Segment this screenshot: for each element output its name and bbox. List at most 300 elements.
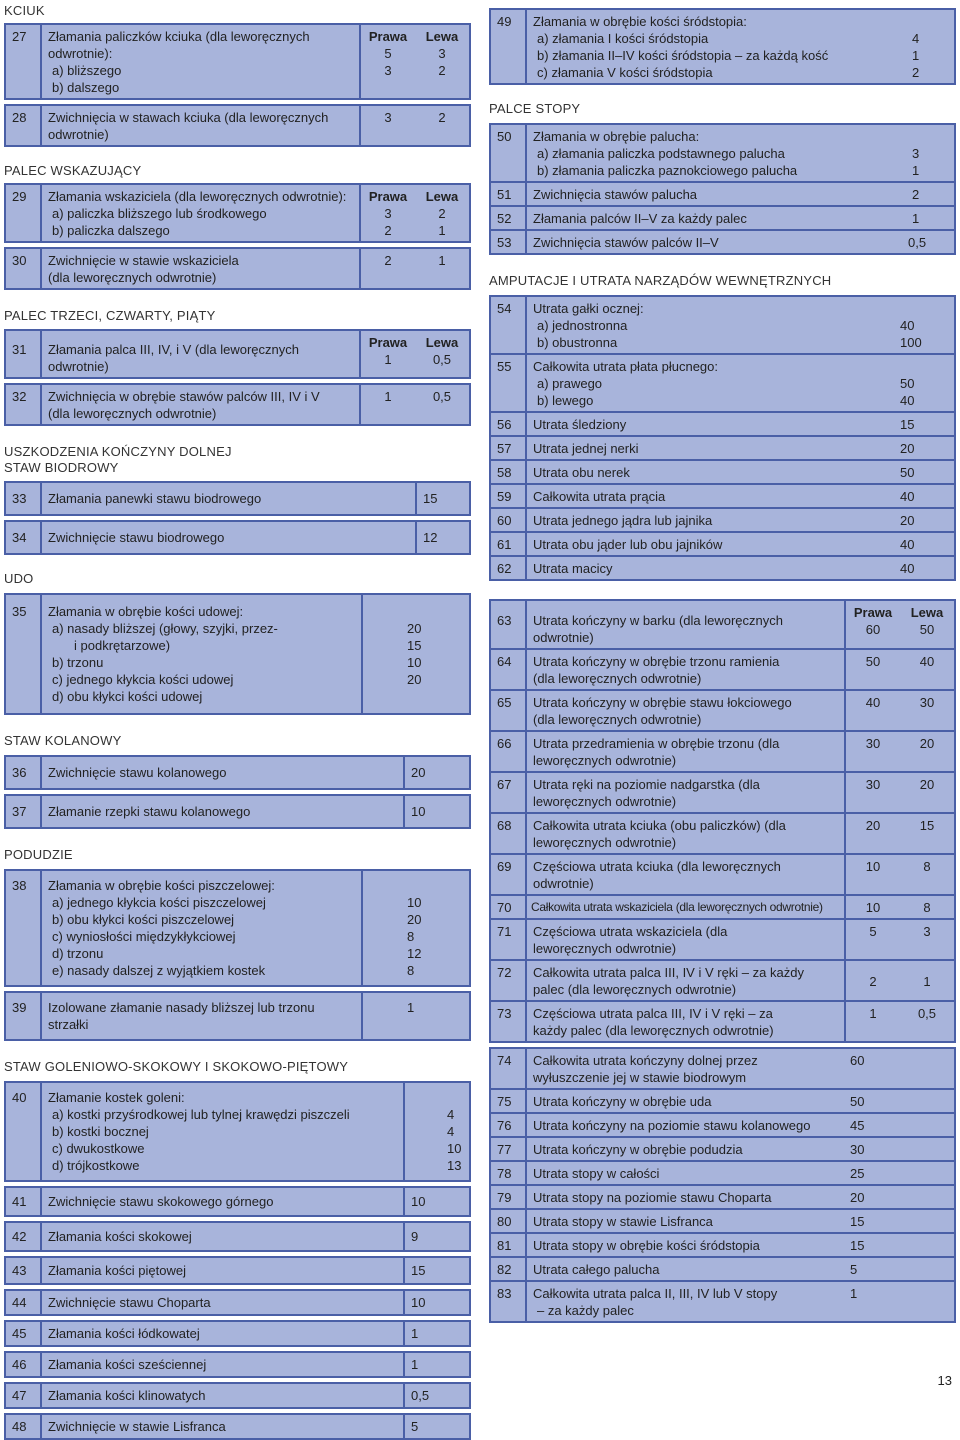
row-title: Zwichnięcia stawów palucha	[525, 181, 908, 205]
row-number: 29	[12, 189, 27, 204]
row-value: 13	[447, 1158, 462, 1173]
table-row-48	[6, 1415, 469, 1438]
table-row-74	[491, 1049, 954, 1088]
row-value: 10	[447, 1141, 462, 1156]
value-lewa: 1	[923, 973, 931, 989]
table-row-63	[491, 601, 954, 648]
row-number: 49	[497, 14, 512, 29]
row-value: 20	[407, 912, 422, 927]
table-row-72	[491, 959, 954, 1000]
row-title: Utrata obu nerek	[525, 459, 892, 483]
value-lewa: 2	[438, 206, 446, 221]
row-number: 50	[497, 129, 512, 144]
row-title: Utrata kończyny na poziomie stawu kolanowego	[525, 1112, 846, 1136]
row-number: 39	[12, 1000, 27, 1015]
header-lewa: Lewa	[425, 335, 459, 350]
table-row-50	[491, 125, 954, 181]
row-title: Zwichnięcia w obrębie stawów palców III, IV i V (dla leworęcznych odwrotnie)	[40, 385, 359, 424]
table-36	[4, 755, 471, 790]
table-kciuk	[4, 23, 471, 100]
table-row-41	[6, 1188, 469, 1215]
row-value: 10	[407, 895, 422, 910]
table-39	[4, 991, 471, 1041]
table-38	[4, 869, 471, 987]
row-title: Utrata gałki ocznej:	[533, 301, 644, 316]
row-sub-a2: i podkrętarzowe)	[74, 638, 171, 653]
row-sub-a: a) złamania paliczka podstawnego palucha	[537, 146, 785, 161]
header-prawa: Prawa	[368, 29, 408, 44]
table-row-38	[6, 871, 469, 985]
table-row-52	[491, 205, 954, 229]
row-title: Zwichnięcie stawu biodrowego	[40, 522, 415, 553]
row-number: 65	[491, 689, 525, 730]
row-value: 10	[403, 1188, 469, 1215]
row-title: Złamania paliczków kciuka (dla leworęcznych odwrotnie):	[48, 29, 310, 61]
row-value: 2	[908, 181, 954, 205]
table-row-56	[491, 411, 954, 435]
table-row-64	[491, 648, 954, 689]
row-value: 10	[403, 1291, 469, 1314]
table-row-54	[491, 297, 954, 353]
table-row-44	[6, 1291, 469, 1314]
row-title: Zwichnięcie stawu Choparta	[40, 1291, 403, 1314]
row-value: 12	[407, 946, 422, 961]
table-row-65	[491, 689, 954, 730]
value-prawa: 50	[865, 654, 881, 669]
row-value: 40	[892, 483, 954, 507]
row-number: 62	[491, 555, 525, 579]
row-title: Złamania kości klinowatych	[40, 1384, 403, 1407]
table-29	[4, 183, 471, 243]
row-value: 50	[900, 376, 915, 391]
table-33	[4, 481, 471, 516]
row-value: 15	[892, 411, 954, 435]
row-sub-a: a) złamania I kości śródstopia	[537, 31, 709, 46]
row-number: 52	[491, 205, 525, 229]
table-47	[4, 1382, 471, 1409]
row-value: 3	[912, 146, 920, 161]
row-title: Częściowa utrata palca III, IV i V ręki – za każdy palec (dla leworęcznych odwrotnie)	[525, 1000, 844, 1041]
table-34	[4, 520, 471, 555]
row-value: 4	[912, 31, 920, 46]
row-sub-b: b) paliczka dalszego	[52, 223, 170, 238]
table-row-28	[6, 106, 469, 145]
row-value: 15	[846, 1232, 954, 1256]
row-number: 82	[491, 1256, 525, 1280]
row-number: 34	[12, 530, 27, 545]
row-value: 40	[892, 555, 954, 579]
row-number: 42	[12, 1229, 27, 1244]
table-row-60	[491, 507, 954, 531]
table-row-80	[491, 1208, 954, 1232]
row-title: Złamania kości skokowej	[40, 1223, 403, 1250]
row-title: Złamania w obrębie palucha:	[533, 129, 700, 144]
row-number: 58	[491, 459, 525, 483]
row-title: Utrata macicy	[525, 555, 892, 579]
row-number: 64	[491, 648, 525, 689]
header-lewa: Lewa	[910, 605, 944, 620]
row-sub-b: b) trzonu	[52, 655, 104, 670]
row-value: 20	[407, 621, 422, 636]
section-header-amputacje: AMPUTACJE I UTRATA NARZĄDÓW WEWNĘTRZNYCH	[489, 273, 832, 288]
table-37	[4, 794, 471, 829]
row-number: 41	[12, 1194, 27, 1209]
table-row-42	[6, 1223, 469, 1250]
row-number: 28	[12, 110, 27, 125]
row-sub-b: b) obustronna	[537, 335, 618, 350]
row-sub-a: a) jednostronna	[537, 318, 628, 333]
row-value: 50	[892, 459, 954, 483]
value-prawa: 60	[865, 622, 881, 637]
value-prawa: 5	[384, 46, 392, 61]
row-number: 36	[12, 765, 27, 780]
value-lewa: 0,5	[432, 352, 452, 367]
row-number: 44	[12, 1295, 27, 1310]
row-sub-a: a) nasady bliższej (głowy, szyjki, przez-	[52, 621, 278, 636]
table-30	[4, 247, 471, 290]
table-row-68	[491, 812, 954, 853]
row-title: Utrata przedramienia w obrębie trzonu (dla leworęcznych odwrotnie)	[525, 730, 844, 771]
table-row-59	[491, 483, 954, 507]
row-title: Utrata jednego jądra lub jajnika	[525, 507, 892, 531]
row-number: 76	[491, 1112, 525, 1136]
row-number: 69	[491, 853, 525, 894]
row-value: 8	[407, 929, 415, 944]
row-title: Zwichnięcia w stawach kciuka (dla leworęcznych odwrotnie)	[40, 106, 359, 145]
table-43	[4, 1256, 471, 1285]
row-sub-a: a) bliższego	[52, 63, 122, 78]
row-number: 40	[12, 1090, 27, 1105]
value-prawa: 3	[384, 63, 392, 78]
row-value: 10	[403, 796, 469, 827]
row-number: 31	[12, 342, 27, 357]
row-number: 53	[491, 229, 525, 253]
row-value: 9	[403, 1223, 469, 1250]
section-header-staw-biodrowy: STAW BIODROWY	[4, 460, 119, 475]
value-prawa: 3	[384, 110, 392, 125]
row-title: Złamania w obrębie kości piszczelowej:	[48, 878, 275, 893]
header-lewa: Lewa	[425, 189, 459, 204]
row-value: 1	[361, 993, 469, 1039]
header-lewa: Lewa	[425, 29, 459, 44]
row-value: 20	[846, 1184, 954, 1208]
row-sub-a: a) prawego	[537, 376, 603, 391]
value-prawa: 1	[384, 389, 392, 404]
row-title: Całkowita utrata palca III, IV i V ręki – za każdy palec (dla leworęcznych odwrotnie)	[525, 959, 844, 1000]
value-prawa: 40	[865, 695, 881, 710]
row-number: 70	[491, 894, 525, 918]
table-row-57	[491, 435, 954, 459]
value-lewa: 15	[919, 818, 935, 833]
table-row-82	[491, 1256, 954, 1280]
value-lewa: 1	[438, 223, 446, 238]
row-title: Całkowita utrata kciuka (obu paliczków) (dla leworęcznych odwrotnie)	[525, 812, 844, 853]
value-prawa: 30	[865, 736, 881, 751]
row-value: 4	[447, 1107, 455, 1122]
row-value: 15	[403, 1258, 469, 1283]
table-row-35	[6, 595, 469, 713]
row-number: 27	[12, 29, 27, 44]
row-title: Zwichnięcia stawów palców II–V	[525, 229, 908, 253]
row-number: 56	[491, 411, 525, 435]
value-lewa: 0,5	[917, 1006, 937, 1021]
table-50	[489, 123, 956, 255]
value-lewa: 3	[923, 924, 931, 939]
table-46	[4, 1351, 471, 1378]
section-header-trzeci: PALEC TRZECI, CZWARTY, PIĄTY	[4, 308, 216, 323]
row-number: 73	[491, 1000, 525, 1041]
table-row-47	[6, 1384, 469, 1407]
row-number: 81	[491, 1232, 525, 1256]
row-sub-b: b) złamania II–IV kości śródstopia – za każdą kość	[537, 48, 829, 63]
row-number: 77	[491, 1136, 525, 1160]
section-header-kciuk: KCIUK	[4, 3, 45, 18]
row-value: 1	[912, 48, 920, 63]
row-number: 66	[491, 730, 525, 771]
table-row-67	[491, 771, 954, 812]
table-row-37	[6, 796, 469, 827]
row-title: Izolowane złamanie nasady bliższej lub trzonu strzałki	[40, 993, 361, 1039]
value-lewa: 1	[438, 253, 446, 268]
value-lewa: 0,5	[432, 389, 452, 404]
section-header-udo: UDO	[4, 571, 34, 586]
table-row-51	[491, 181, 954, 205]
value-prawa: 20	[865, 818, 881, 833]
section-header-wskazujacy: PALEC WSKAZUJĄCY	[4, 163, 142, 178]
row-title: Zwichnięcie stawu kolanowego	[40, 757, 403, 788]
row-value: 20	[892, 435, 954, 459]
row-number: 78	[491, 1160, 525, 1184]
row-number: 51	[491, 181, 525, 205]
row-sub-c: c) jednego kłykcia kości udowej	[52, 672, 234, 687]
row-number: 63	[497, 613, 512, 628]
row-number: 30	[12, 253, 27, 268]
row-value: 1	[846, 1280, 954, 1321]
row-value: 5	[846, 1256, 954, 1280]
value-prawa: 2	[384, 253, 392, 268]
row-value: 60	[850, 1053, 865, 1068]
value-prawa: 2	[384, 223, 392, 238]
row-title: Utrata kończyny w obrębie trzonu ramienia (dla leworęcznych odwrotnie)	[525, 648, 844, 689]
row-number: 46	[12, 1357, 27, 1372]
row-number: 83	[491, 1280, 525, 1321]
row-title: Utrata ręki na poziomie nadgarstka (dla leworęcznych odwrotnie)	[525, 771, 844, 812]
value-lewa: 2	[438, 63, 446, 78]
table-row-61	[491, 531, 954, 555]
row-title: Całkowita utrata palca II, III, IV lub V stopy	[533, 1286, 778, 1301]
row-number: 74	[497, 1053, 512, 1068]
value-lewa: 8	[923, 859, 931, 874]
row-sub-d: d) obu kłykci kości udowej	[52, 689, 203, 704]
row-number: 35	[12, 604, 27, 619]
table-45	[4, 1320, 471, 1347]
value-lewa: 2	[438, 110, 446, 125]
section-header-goleniowo: STAW GOLENIOWO-SKOKOWY I SKOKOWO-PIĘTOWY	[4, 1059, 349, 1074]
row-number: 61	[491, 531, 525, 555]
value-lewa: 50	[919, 622, 935, 637]
row-value: 15	[407, 638, 422, 653]
table-row-81	[491, 1232, 954, 1256]
table-row-31	[6, 331, 469, 377]
table-row-46	[6, 1353, 469, 1376]
table-40	[4, 1081, 471, 1182]
row-title: Całkowita utrata kończyny dolnej przez wyłuszczenie jej w stawie biodrowym	[525, 1049, 846, 1088]
table-44	[4, 1289, 471, 1316]
row-number: 38	[12, 878, 27, 893]
value-prawa: 1	[384, 352, 392, 367]
row-value: 2	[912, 65, 920, 80]
row-title: Złamania palców II–V za każdy palec	[525, 205, 908, 229]
row-value: 8	[407, 963, 415, 978]
left-column	[4, 0, 471, 1440]
value-prawa: 1	[869, 1006, 877, 1021]
row-title: Złamania wskaziciela (dla leworęcznych odwrotnie):	[48, 189, 347, 204]
row-title: Zwichnięcie stawu skokowego górnego	[40, 1188, 403, 1215]
value-lewa: 20	[919, 736, 935, 751]
row-sub-d: d) trzonu	[52, 946, 104, 961]
table-28	[4, 104, 471, 147]
row-title: Utrata kończyny w obrębie uda	[525, 1088, 846, 1112]
row-value: 1	[912, 163, 920, 178]
row-value: 15	[415, 483, 469, 514]
row-title: Częściowa utrata kciuka (dla leworęcznych odwrotnie)	[525, 853, 844, 894]
row-number: 32	[12, 389, 27, 404]
row-title: Utrata stopy w całości	[525, 1160, 846, 1184]
row-value: 4	[447, 1124, 455, 1139]
row-value: 1	[403, 1353, 469, 1376]
row-value: 15	[846, 1208, 954, 1232]
section-header-podudzie: PODUDZIE	[4, 847, 73, 862]
row-number: 57	[491, 435, 525, 459]
row-number: 80	[491, 1208, 525, 1232]
row-title: Całkowita utrata wskaziciela (dla leworęcznych odwrotnie)	[525, 894, 844, 918]
row-sub-e: e) nasady dalszej z wyjątkiem kostek	[52, 963, 266, 978]
row-title: Utrata stopy w stawie Lisfranca	[525, 1208, 846, 1232]
row-sub-b: b) złamania paliczka paznokciowego palucha	[537, 163, 798, 178]
table-row-29	[6, 185, 469, 241]
row-value: 40	[900, 393, 915, 408]
row-number: 67	[491, 771, 525, 812]
table-row-39	[6, 993, 469, 1039]
table-row-62	[491, 555, 954, 579]
table-49	[489, 8, 956, 85]
row-title: Złamania panewki stawu biodrowego	[40, 483, 415, 514]
value-prawa: 10	[865, 859, 881, 874]
table-row-71	[491, 918, 954, 959]
table-row-77	[491, 1136, 954, 1160]
row-title: Złamania w obrębie kości udowej:	[48, 604, 244, 619]
row-title: Utrata jednej nerki	[525, 435, 892, 459]
right-column	[489, 0, 956, 1323]
header-prawa: Prawa	[368, 335, 408, 350]
row-sub: – za każdy palec	[537, 1303, 634, 1318]
row-value: 45	[846, 1112, 954, 1136]
row-title: Utrata stopy na poziomie stawu Choparta	[525, 1184, 846, 1208]
row-number: 72	[491, 959, 525, 1000]
table-41	[4, 1186, 471, 1217]
row-value: 25	[846, 1160, 954, 1184]
row-title: Utrata kończyny w obrębie stawu łokciowego (dla leworęcznych odwrotnie)	[525, 689, 844, 730]
row-title: Całkowita utrata prącia	[525, 483, 892, 507]
row-title: Utrata śledziony	[525, 411, 892, 435]
table-31	[4, 329, 471, 379]
value-lewa: 3	[438, 46, 446, 61]
table-amputacje	[489, 295, 956, 581]
table-row-34	[6, 522, 469, 553]
row-title: Utrata stopy w obrębie kości śródstopia	[525, 1232, 846, 1256]
table-row-45	[6, 1322, 469, 1345]
table-row-79	[491, 1184, 954, 1208]
row-value: 5	[403, 1415, 469, 1438]
row-title: Utrata całego palucha	[525, 1256, 846, 1280]
row-value: 1	[908, 205, 954, 229]
row-value: 40	[892, 531, 954, 555]
row-title: Złamanie rzepki stawu kolanowego	[40, 796, 403, 827]
value-lewa: 20	[919, 777, 935, 792]
row-number: 71	[491, 918, 525, 959]
table-row-76	[491, 1112, 954, 1136]
value-prawa: 3	[384, 206, 392, 221]
row-title: Złamania kości łódkowatej	[40, 1322, 403, 1345]
section-header-palce-stopy: PALCE STOPY	[489, 101, 581, 116]
header-prawa: Prawa	[368, 189, 408, 204]
row-number: 45	[12, 1326, 27, 1341]
table-row-75	[491, 1088, 954, 1112]
header-prawa: Prawa	[853, 605, 893, 620]
row-number: 55	[491, 353, 525, 411]
row-value: 0,5	[403, 1384, 469, 1407]
table-row-27	[6, 25, 469, 98]
row-title: Utrata kończyny w obrębie podudzia	[525, 1136, 846, 1160]
row-number: 33	[12, 491, 27, 506]
row-title: Utrata kończyny w barku (dla leworęcznych odwrotnie)	[525, 601, 844, 648]
row-value: 100	[900, 335, 922, 350]
row-title: Złamania palca III, IV, i V (dla leworęcznych odwrotnie)	[40, 331, 359, 377]
row-sub-c: c) dwukostkowe	[52, 1141, 145, 1156]
row-sub-b: b) kostki bocznej	[52, 1124, 149, 1139]
table-row-70	[491, 894, 954, 918]
row-number: 37	[12, 804, 27, 819]
table-row-30	[6, 249, 469, 288]
row-title: Złamania kości piętowej	[40, 1258, 403, 1283]
row-title: Złamanie kostek goleni:	[48, 1090, 185, 1105]
row-title: Zwichnięcie w stawie Lisfranca	[40, 1415, 403, 1438]
row-number: 60	[491, 507, 525, 531]
row-value: 50	[846, 1088, 954, 1112]
row-sub-d: d) trójkostkowe	[52, 1158, 140, 1173]
table-row-58	[491, 459, 954, 483]
row-title: Złamania kości sześciennej	[40, 1353, 403, 1376]
row-sub-b: b) obu kłykci kości piszczelowej	[52, 912, 235, 927]
row-value: 20	[407, 672, 422, 687]
value-prawa: 2	[869, 973, 877, 989]
row-title: Całkowita utrata płata płucnego:	[533, 359, 719, 374]
row-value: 12	[415, 522, 469, 553]
table-row-40	[6, 1083, 469, 1180]
table-row-55	[491, 353, 954, 411]
row-sub-c: c) wyniosłości międzykłykciowej	[52, 929, 236, 944]
row-value: 20	[892, 507, 954, 531]
row-sub-b: b) dalszego	[52, 80, 120, 95]
row-value: 0,5	[908, 229, 954, 253]
row-number: 48	[12, 1419, 27, 1434]
table-row-33	[6, 483, 469, 514]
table-row-78	[491, 1160, 954, 1184]
section-header-konczyna-dolna: USZKODZENIA KOŃCZYNY DOLNEJ	[4, 444, 232, 459]
row-sub-a: a) paliczka bliższego lub środkowego	[52, 206, 267, 221]
table-row-73	[491, 1000, 954, 1041]
row-value: 10	[407, 655, 422, 670]
